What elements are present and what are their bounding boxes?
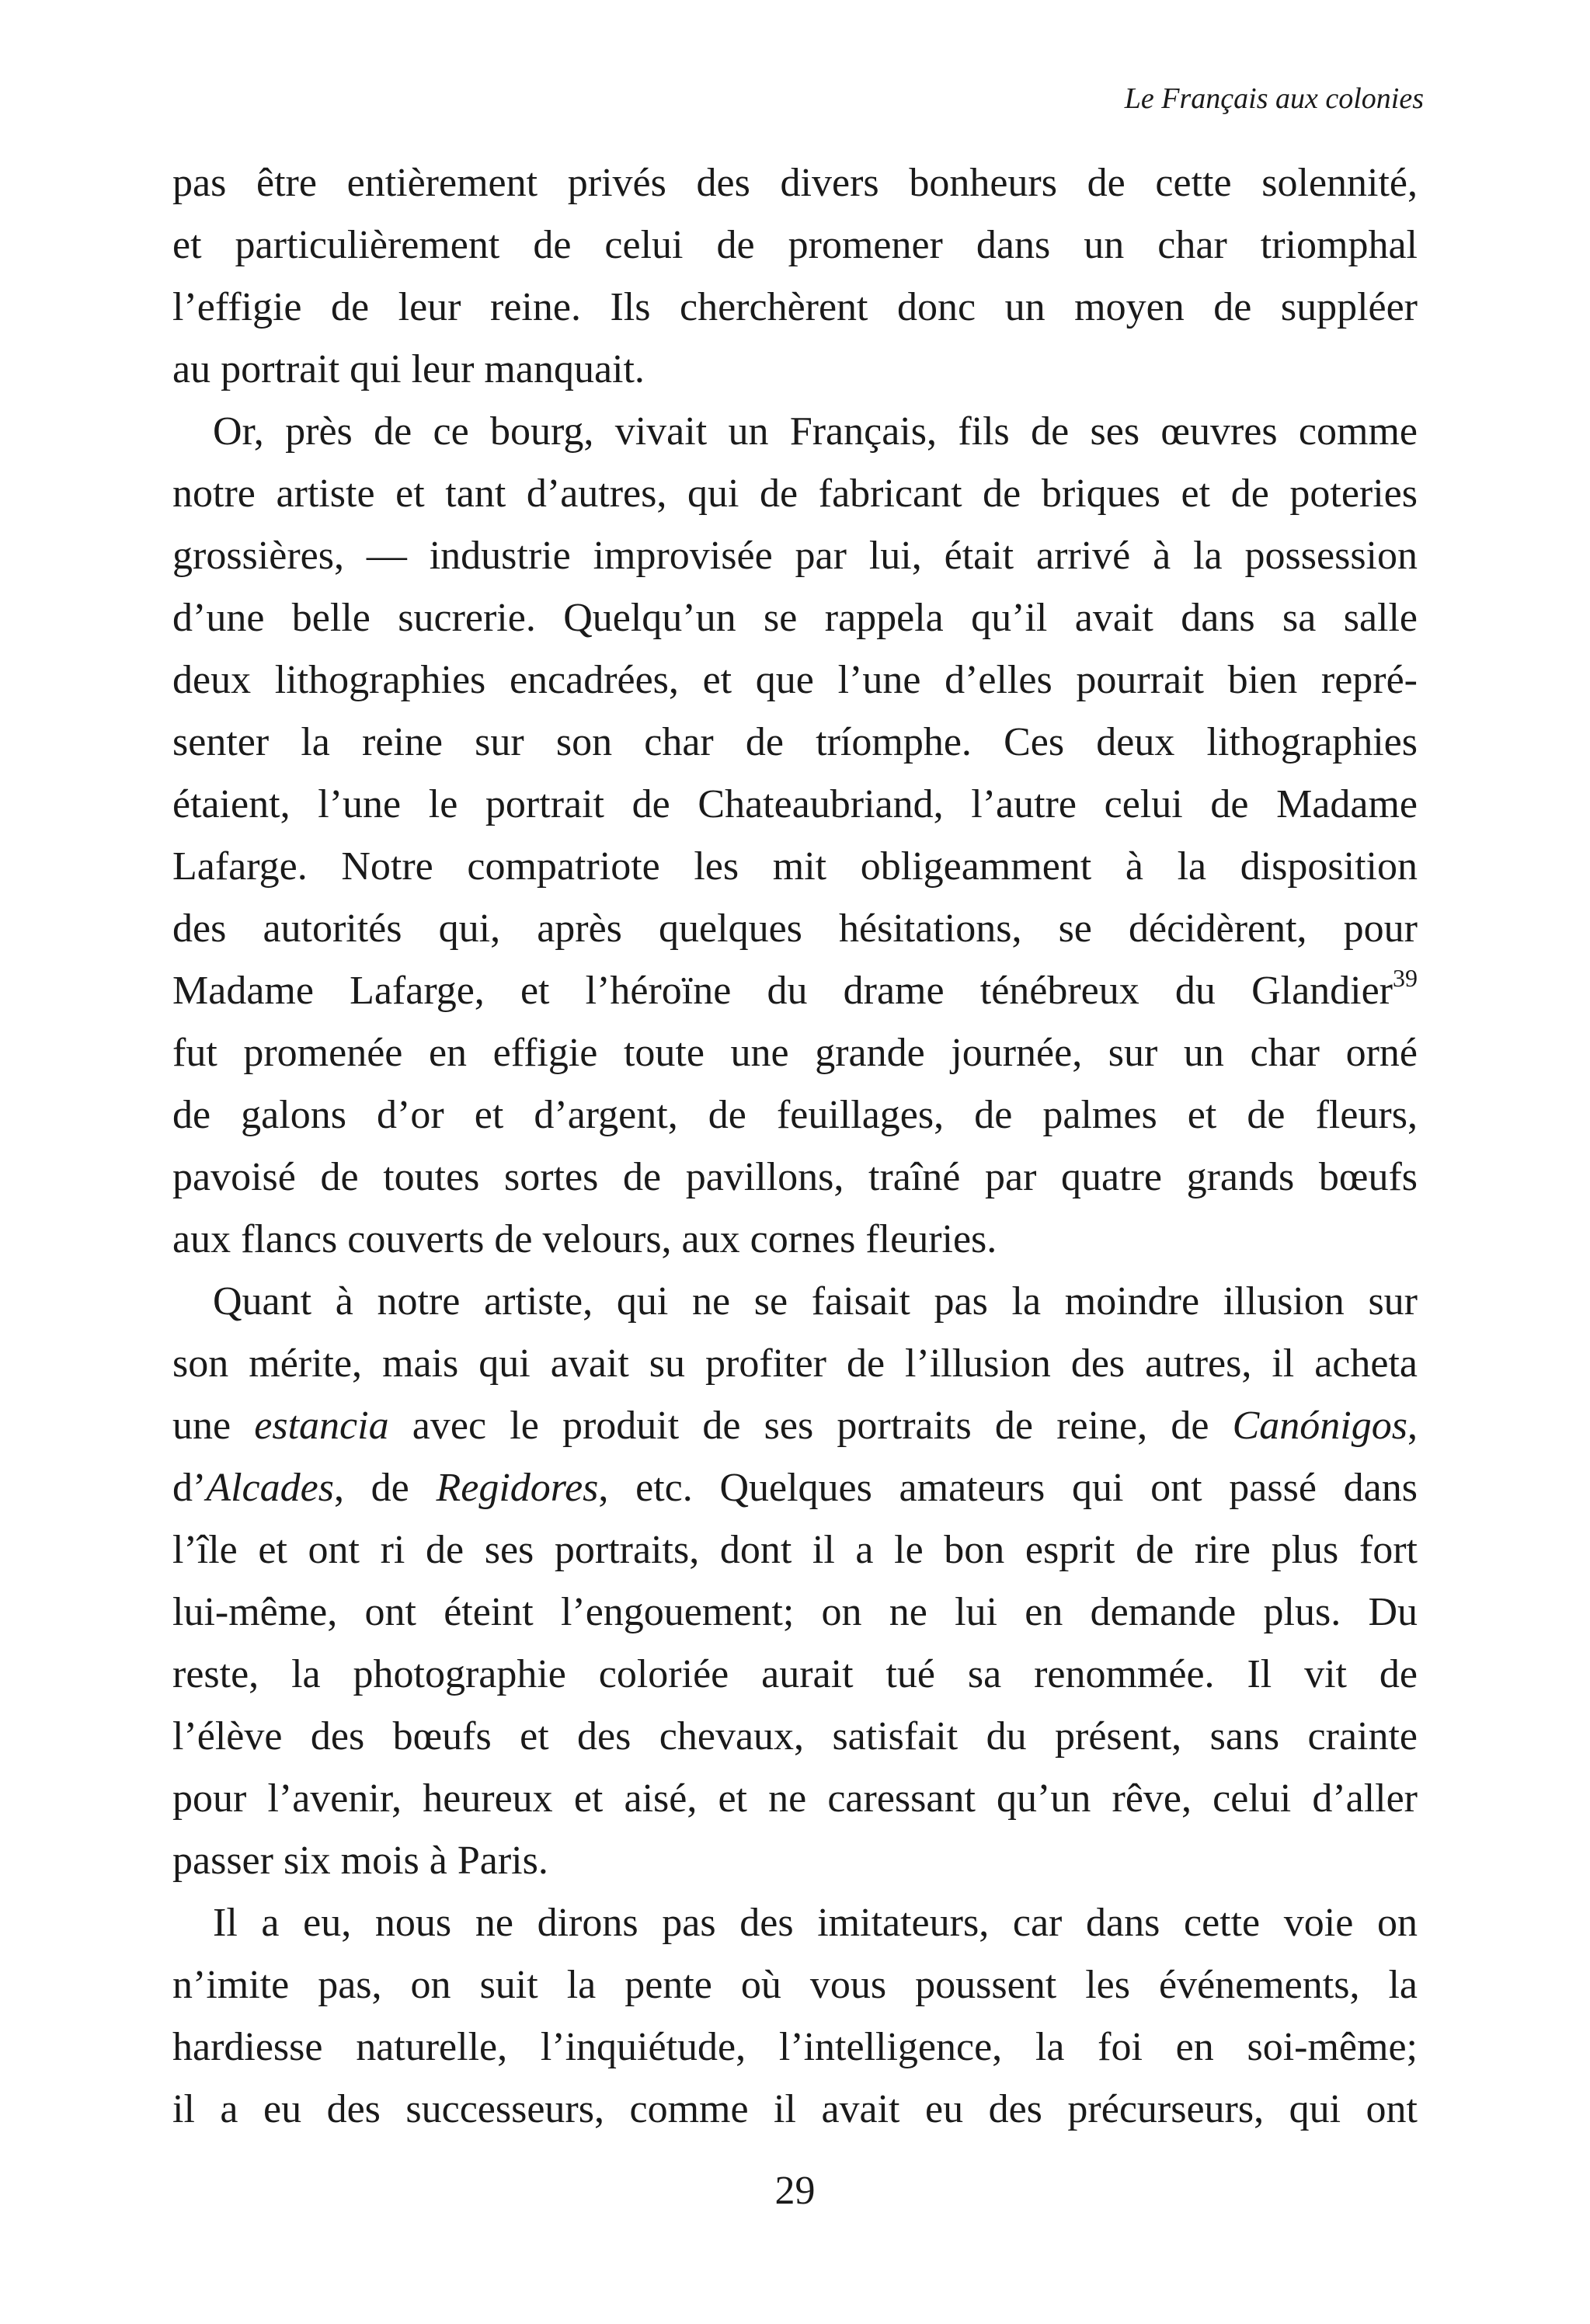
paragraph-4 [172,1892,1418,2141]
text-line: reste, la photographie coloriée aurait tué sa renommée. Il vit de [172,1652,1418,1696]
text-line: notre artiste et tant d’autres, qui de fabricant de briques et de poteries [172,471,1418,516]
italic-term-estancia: estancia [254,1404,389,1448]
paragraph-1 [172,152,1418,401]
text-line: d’une belle sucrerie. Quelqu’un se rappela qu’il avait dans sa salle [172,596,1418,640]
page-number: 29 [774,2169,816,2213]
text-line: Or, près de ce bourg, vivait un Français, fils de ses œuvres comme [213,409,1418,454]
text-line: lui-même, ont éteint l’engouement; on ne lui en demande plus. Du [172,1590,1418,1634]
text-line: passer six mois à Paris. [172,1839,548,1883]
text-line: et particulièrement de celui de promener dans un char triomphal [172,223,1418,267]
text-line: l’effigie de leur reine. Ils cherchèrent donc un moyen de suppléer [172,285,1418,329]
text-line: grossières, — industrie improvisée par lui, était arrivé à la possession [172,534,1418,578]
text-segment: , etc. Quelques amateurs qui ont passé dans [598,1466,1418,1510]
footnote-reference[interactable]: 39 [1393,964,1418,992]
body-text [172,152,1418,2141]
text-line: il a eu des successeurs, comme il avait eu des précurseurs, qui ont [172,2087,1418,2131]
text-segment: une [172,1404,255,1448]
text-line: l’élève des bœufs et des chevaux, satisfait du présent, sans crainte [172,1714,1418,1759]
text-line: Lafarge. Notre compatriote les mit obligeamment à la disposition [172,844,1418,889]
text-line: Il a eu, nous ne dirons pas des imitateurs, car dans cette voie on [213,1901,1418,1945]
text-segment: d’ [172,1466,207,1510]
text-line-mixed [172,1457,1418,1519]
italic-term-canonigos: Canónigos [1232,1404,1407,1448]
text-segment: , [1407,1404,1418,1448]
text-line: deux lithographies encadrées, et que l’une d’elles pourrait bien repré- [172,658,1418,702]
text-line: de galons d’or et d’argent, de feuillages, de palmes et de fleurs, [172,1093,1418,1137]
text-line: l’île et ont ri de ses portraits, dont il a le bon esprit de rire plus fort [172,1528,1418,1572]
italic-term-regidores: Regidores [436,1466,599,1510]
text-line: pavoisé de toutes sortes de pavillons, traîné par quatre grands bœufs [172,1155,1418,1199]
text-line: n’imite pas, on suit la pente où vous poussent les événements, la [172,1963,1418,2007]
text-line: hardiesse naturelle, l’inquiétude, l’intelligence, la foi en soi-même; [172,2025,1418,2069]
text-line: pour l’avenir, heureux et aisé, et ne caressant qu’un rêve, celui d’aller [172,1776,1418,1821]
text-line: des autorités qui, après quelques hésitations, se décidèrent, pour [172,906,1418,951]
paragraph-3 [172,1271,1418,1892]
italic-term-alcades: Alcades [206,1466,334,1510]
text-line: pas être entièrement privés des divers bonheurs de cette solennité, [172,161,1418,205]
paragraph-2 [172,401,1418,1271]
text-segment: , de [333,1466,437,1510]
text-line: fut promenée en effigie toute une grande journée, sur un char orné [172,1031,1418,1075]
text-segment: avec le produit de ses portraits de reine, de [388,1404,1233,1448]
text-line: son mérite, mais qui avait su profiter de l’illusion des autres, il acheta [172,1341,1418,1386]
running-head: Le Français aux colonies [1124,82,1424,115]
text-line-mixed [172,1395,1418,1457]
text-line: étaient, l’une le portrait de Chateaubriand, l’autre celui de Madame [172,782,1418,826]
text-segment: Madame Lafarge, et l’héroïne du drame ténébreux du Glandier [172,969,1393,1013]
text-line: Quant à notre artiste, qui ne se faisait pas la moindre illusion sur [213,1279,1418,1324]
text-line: au portrait qui leur manquait. [172,347,645,391]
text-line: senter la reine sur son char de tríomphe. Ces deux lithographies [172,720,1418,764]
text-line: aux flancs couverts de velours, aux cornes fleuries. [172,1217,997,1261]
text-line-with-footnote [172,960,1418,1022]
